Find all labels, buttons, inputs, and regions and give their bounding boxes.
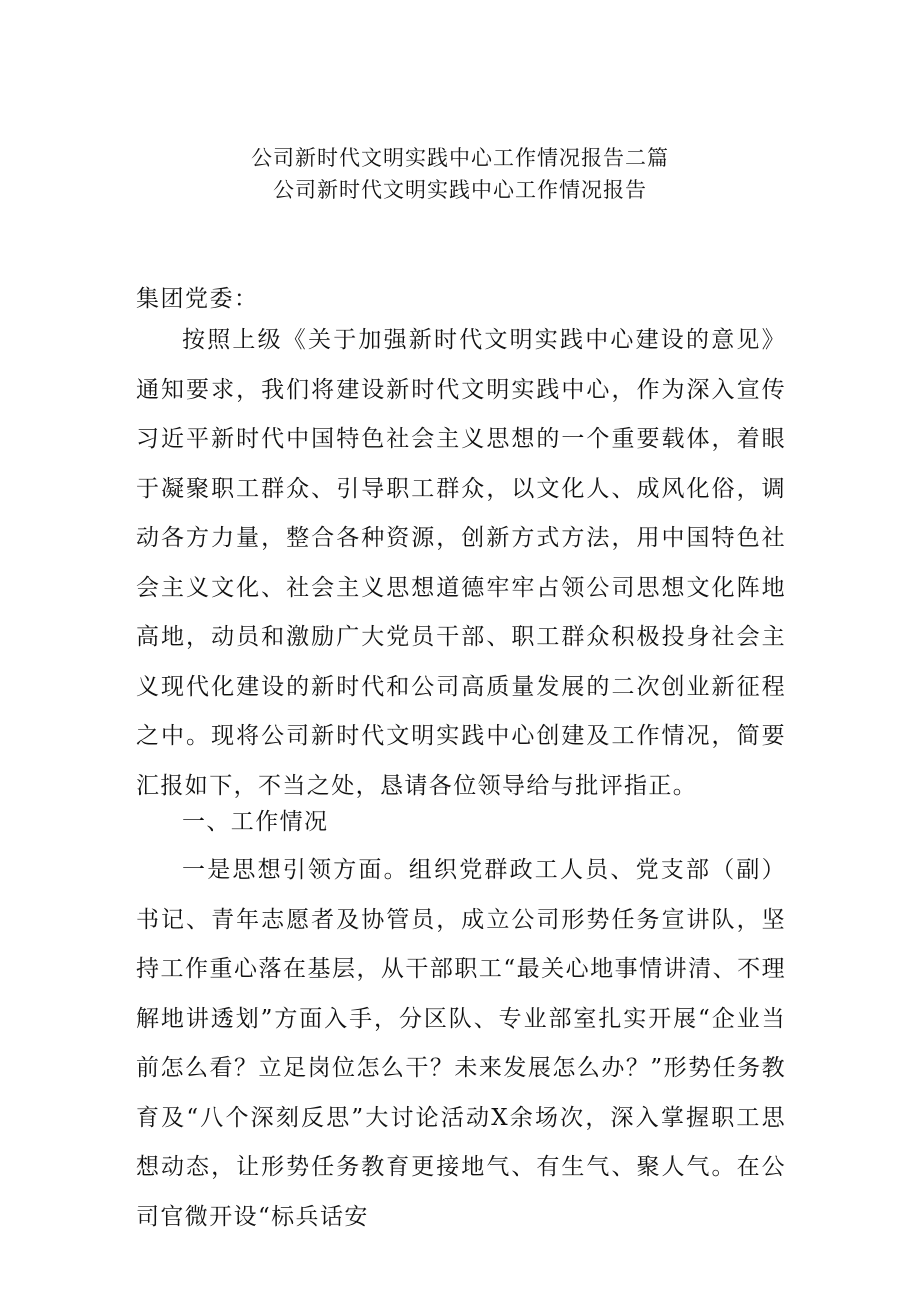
document-subtitle: 公司新时代文明实践中心工作情况报告 xyxy=(273,178,647,202)
document-title: 公司新时代文明实践中心工作情况报告二篇 xyxy=(251,146,669,170)
body-paragraph-intro: 按照上级《关于加强新时代文明实践中心建设的意见》通知要求，我们将建设新时代文明实践中心，作为深入宣传习近平新时代中国特色社会主义思想的一个重要载体，着眼于凝聚职工群众、引导职工群众，以文化人、成风化俗，调动各方力量，整合各种资源，创新方式方法，用中国特色社会主义文化、社会主义思想道德牢牢占领公司思想文化阵地高地，动员和激励广大党员干部、职工群众积极投身社会主义现代化建设的新时代和公司高质量发展的二次创业新征程之中。现将公司新时代文明实践中心创建及工作情况，简要汇报如下，不当之处，恳请各位领导给与批评指正。 xyxy=(136,327,786,799)
salutation: 集团党委： xyxy=(136,286,259,312)
section-heading-work-status: 一、工作情况 xyxy=(182,809,329,835)
body-paragraph-ideology: 一是思想引领方面。组织党群政工人员、党支部（副）书记、青年志愿者及协管员，成立公司形势任务宣讲队，坚持工作重心落在基层，从干部职工“最关心地事情讲清、不理解地讲透划”方面入手，分区队、专业部室扎实开展“企业当前怎么看？立足岗位怎么干？未来发展怎么办？”形势任务教育及“八个深刻反思”大讨论活动X余场次，深入掌握职工思想动态，让形势任务教育更接地气、有生气、聚人气。在公司官微开设“标兵话安 xyxy=(136,857,786,1230)
